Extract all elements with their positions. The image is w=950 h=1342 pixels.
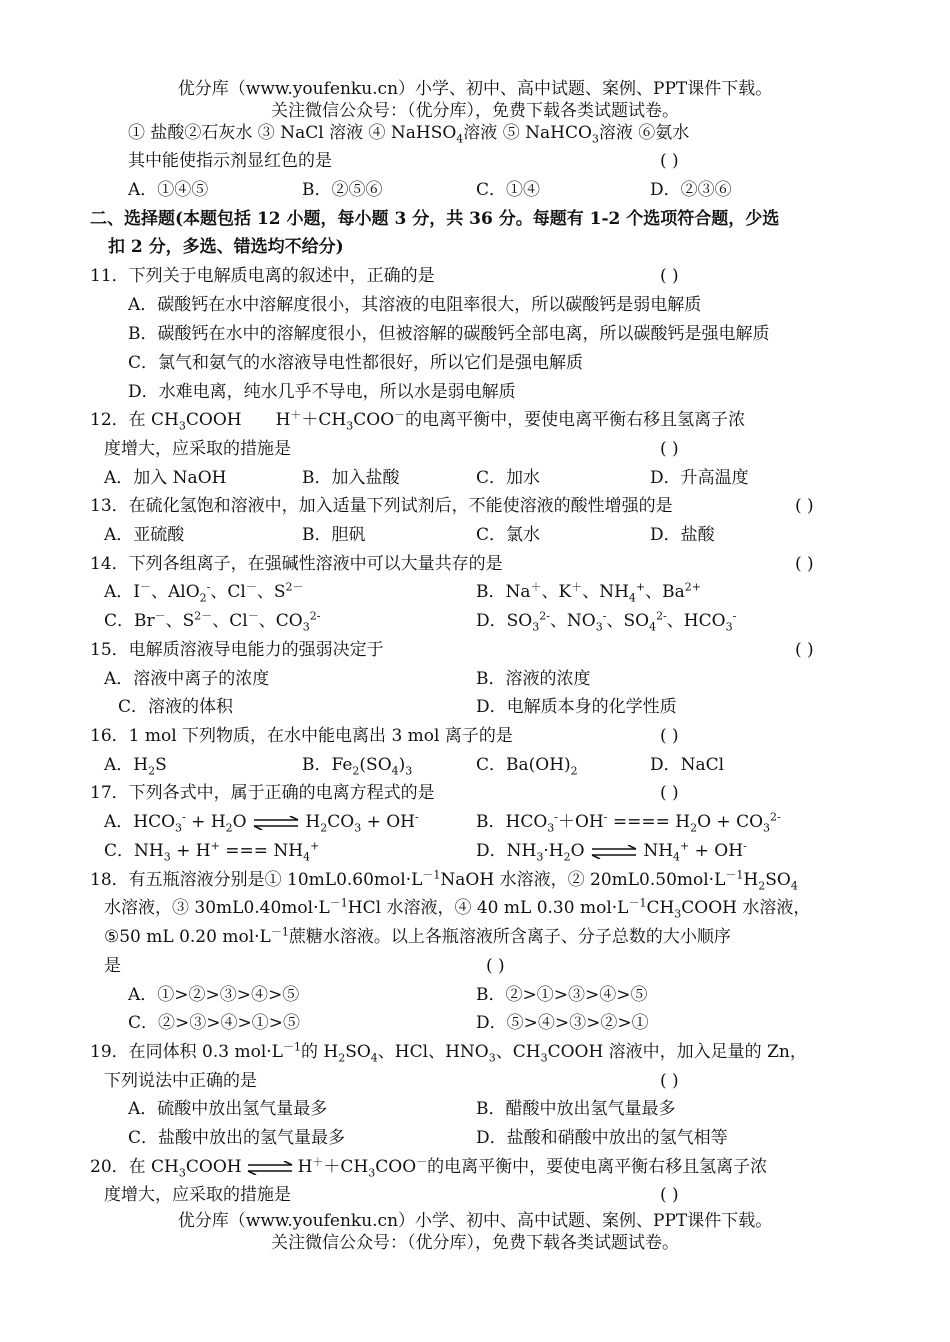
- q19-option-a: A．硫酸中放出氢气量最多: [128, 1099, 328, 1119]
- q15-stem: 15．电解质溶液导电能力的强弱决定于: [90, 640, 384, 660]
- equilibrium-arrow-icon: [590, 845, 638, 859]
- q16-option-b: B．$Fe_2(SO_4)_3$: [302, 755, 413, 778]
- q17-option-b: B．$HCO_3^-+OH^-$ ==== $H_2O + CO_3^{2-}$: [476, 810, 781, 835]
- equilibrium-arrow-icon: [246, 1161, 294, 1175]
- answer-paren[interactable]: ( ): [660, 266, 679, 286]
- q17-option-c: C．$NH_3 + H^+$ === $NH_4^+$: [104, 839, 320, 864]
- answer-paren[interactable]: ( ): [486, 956, 505, 976]
- q14-option-c: C．Br－、$S^{2-}$、Cl－、$CO_3^{2-}$: [104, 609, 321, 634]
- q13-option-d: D．盐酸: [650, 525, 715, 545]
- q15-option-d: D．电解质本身的化学性质: [476, 697, 677, 717]
- equilibrium-arrow-icon: [252, 816, 300, 830]
- q18-option-c: C．②>③>④>①>⑤: [128, 1013, 300, 1033]
- q13-option-a: A．亚硫酸: [104, 525, 185, 545]
- q10-option-c: C．①④: [476, 180, 541, 200]
- q10-option-a: A．①④⑤: [128, 180, 209, 200]
- q20-stem: 20．在 $CH_3COOH$ $H^++CH_3COO^-$的电离平衡中，要使电离平衡右移且氢离子浓: [90, 1155, 768, 1180]
- q15-option-c: C．溶液的体积: [118, 697, 234, 717]
- q12-option-d: D．升高温度: [650, 468, 749, 488]
- q13-option-b: B．胆矾: [302, 525, 366, 545]
- q11-option-c: C．氯气和氨气的水溶液导电性都很好，所以它们是强电解质: [128, 353, 584, 373]
- section-heading-cont: 扣 2 分，多选、错选均不给分): [108, 237, 344, 257]
- q12-stem: 12．在 $CH_3COOH$ $H^++CH_3COO^-$的电离平衡中，要使电离平衡右移且氢离子浓: [90, 408, 746, 433]
- answer-paren[interactable]: ( ): [660, 1071, 679, 1091]
- q12-option-c: C．加水: [476, 468, 541, 488]
- q15-option-a: A．溶液中离子的浓度: [104, 669, 270, 689]
- answer-paren[interactable]: ( ): [660, 1185, 679, 1205]
- q11-stem: 11．下列关于电解质电离的叙述中，正确的是: [90, 266, 435, 286]
- q11-option-a: A．碳酸钙在水中溶解度很小，其溶液的电阻率很大，所以碳酸钙是弱电解质: [128, 295, 702, 315]
- q18-stem-line3: ⑤50 mL 0.20 $mol\cdot L^{-1}$蔗糖水溶液。以上各瓶溶液所含离子、分子总数的大小顺序: [104, 925, 731, 947]
- q13-stem: 13．在硫化氢饱和溶液中，加入适量下列试剂后，不能使溶液的酸性增强的是: [90, 496, 673, 516]
- q14-option-b: B．Na＋、K＋、$NH_4^+$、$Ba^{2+}$: [476, 580, 701, 605]
- q18-option-a: A．①>②>③>④>⑤: [128, 985, 300, 1005]
- q14-stem: 14．下列各组离子，在强碱性溶液中可以大量共存的是: [90, 554, 503, 574]
- q14-option-d: D．$SO_3^{2-}$、$NO_3^-$、$SO_4^{2-}$、$HCO_3^-$: [476, 609, 737, 634]
- q12-option-b: B．加入盐酸: [302, 468, 400, 488]
- q13-option-c: C．氯水: [476, 525, 541, 545]
- q15-option-b: B．溶液的浓度: [476, 669, 591, 689]
- q10-option-b: B．②⑤⑥: [302, 180, 383, 200]
- q18-option-b: B．②>①>③>④>⑤: [476, 985, 648, 1005]
- q16-option-c: C．$Ba(OH)_2$: [476, 755, 578, 778]
- section-heading: 二、选择题(本题包括 12 小题，每小题 3 分，共 36 分。每题有 1-2 个选项符合题，少选: [90, 209, 780, 229]
- q11-option-d: D．水难电离，纯水几乎不导电，所以水是弱电解质: [128, 382, 516, 402]
- q12-option-a: A．加入 NaOH: [104, 468, 227, 488]
- q19-stem-cont: 下列说法中正确的是: [104, 1071, 257, 1091]
- q18-stem-line4: 是: [104, 956, 121, 976]
- q19-option-b: B．醋酸中放出氢气量最多: [476, 1099, 676, 1119]
- page-footer-line1: 优分库（www.youfenku.cn）小学、初中、高中试题、案例、PPT课件下载。: [177, 1211, 773, 1231]
- q18-stem-line1: 18．有五瓶溶液分别是① $10mL0.60mol\cdot L^{-1}NaOH$ 水溶液，② $20mL0.50mol\cdot L^{-1}H_2SO_4$: [90, 868, 798, 893]
- answer-paren[interactable]: ( ): [660, 151, 679, 171]
- page-header-line1: 优分库（www.youfenku.cn）小学、初中、高中试题、案例、PPT课件下载。: [177, 79, 773, 99]
- q18-stem-line2: 水溶液，③ $30mL0.40mol\cdot L^{-1}HCl$ 水溶液，④ 40 mL 0.30 $mol\cdot L^{-1}CH_3COOH$ 水溶液，: [104, 896, 811, 921]
- q17-option-d: D．$NH_3\cdot H_2O$ $NH_4^+ + OH^-$: [476, 839, 747, 864]
- q10-option-d: D．②③⑥: [650, 180, 732, 200]
- q19-option-c: C．盐酸中放出的氢气量最多: [128, 1128, 346, 1148]
- answer-paren[interactable]: ( ): [660, 439, 679, 459]
- page-header-line2: 关注微信公众号：（优分库），免费下载各类试题试卷。: [271, 101, 679, 121]
- q16-option-a: A．$H_2S$: [104, 755, 167, 778]
- q20-stem-cont: 度增大，应采取的措施是: [104, 1185, 291, 1205]
- answer-paren[interactable]: ( ): [795, 554, 814, 574]
- q10-stem: 其中能使指示剂显红色的是: [128, 151, 332, 171]
- answer-paren[interactable]: ( ): [795, 640, 814, 660]
- q19-option-d: D．盐酸和硝酸中放出的氢气相等: [476, 1128, 728, 1148]
- q12-stem-cont: 度增大，应采取的措施是: [104, 439, 291, 459]
- page-footer-line2: 关注微信公众号：（优分库），免费下载各类试题试卷。: [271, 1233, 679, 1253]
- answer-paren[interactable]: ( ): [660, 726, 679, 746]
- q18-option-d: D．⑤>④>③>②>①: [476, 1013, 649, 1033]
- q14-option-a: A．I－、AlO$_2$-、Cl－、$S^{2-}$: [104, 580, 304, 605]
- q16-option-d: D．NaCl: [650, 755, 725, 775]
- q11-option-b: B．碳酸钙在水中的溶解度很小，但被溶解的碳酸钙全部电离，所以碳酸钙是强电解质: [128, 324, 770, 344]
- q17-option-a: A．$HCO_3^- + H_2O$ $H_2CO_3 + OH^-$: [104, 810, 419, 835]
- answer-paren[interactable]: ( ): [795, 496, 814, 516]
- q16-stem: 16．1 mol 下列物质，在水中能电离出 3 mol 离子的是: [90, 726, 513, 746]
- q17-stem: 17．下列各式中，属于正确的电离方程式的是: [90, 783, 435, 803]
- q10-items: ① 盐酸②石灰水 ③ NaCl 溶液 ④ NaHSO$_4$溶液 ⑤ NaHCO$_3$溶液 ⑥氨水: [128, 123, 690, 146]
- answer-paren[interactable]: ( ): [660, 783, 679, 803]
- q19-stem: 19．在同体积 0.3 $mol\cdot L^{-1}$的 $H_2SO_4$、HCl、$HNO_3$、$CH_3COOH$ 溶液中，加入足量的 Zn，: [90, 1040, 807, 1065]
